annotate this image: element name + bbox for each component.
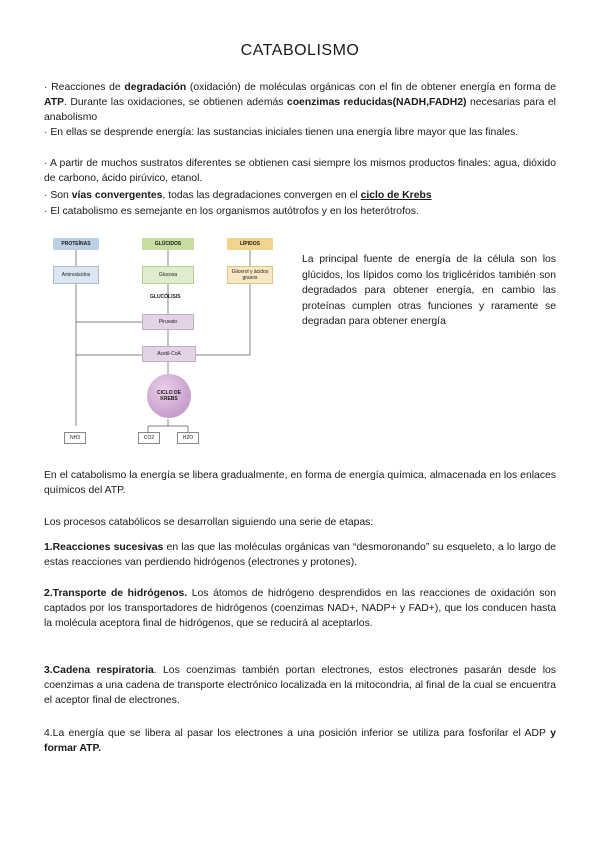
step-2 (44, 586, 556, 631)
box-acetil-coa: Acetil-CoA (142, 346, 196, 362)
bullet-1-text-b: (oxidación) de moléculas orgánicas con el fin de obtener energía en forma de (186, 82, 556, 93)
bullet-1 (44, 80, 556, 125)
bullet-1-text-d: necesarias para el anabolismo (44, 97, 556, 123)
step-4 (44, 726, 556, 756)
bullet-1-text-a: · Reacciones de (44, 82, 125, 93)
bullet-4-bold-a: vías convergentes (71, 190, 163, 201)
header-glucidos: GLÚCIDOS (142, 238, 194, 250)
bullet-2: · En ellas se desprende energía: las sustancias iniciales tienen una energía libre mayor que las finales. (44, 127, 519, 138)
bullet-1-bold-c: coenzimas reducidas(NADH,FADH2) (286, 97, 467, 108)
bullet-4 (44, 188, 556, 203)
krebs-cycle-label: CICLO DE KREBS (157, 390, 181, 402)
step-1-title: 1.Reacciones sucesivas (44, 542, 164, 553)
box-glucosa: Glucosa (142, 266, 194, 284)
step-3 (44, 663, 556, 708)
krebs-link: ciclo de Krebs (360, 190, 432, 201)
bullet-4-text-a: · Son (44, 190, 72, 201)
paragraph-procesos: Los procesos catabólicos se desarrollan siguiendo una serie de etapas: (44, 517, 374, 528)
side-paragraph: La principal fuente de energía de la célula son los glúcidos, los lípidos como los triglicéridos también son degradados para obtener energía, en cambio las proteínas cumplen otras funciones y raramente se degradan para obtener energía (302, 254, 556, 327)
catabolism-diagram (50, 234, 270, 449)
page-title: CATABOLISMO (240, 42, 360, 59)
step-2-text: Los átomos de hidrógeno desprendidos en las reacciones de oxidación son captados por los transportadores de hidrógenos (coenzimas NAD+, NADP+ y FAD+), que los conducen hasta la molécula aceptora final de hidrógenos, que se reducirá al aceptarlos. (44, 588, 556, 629)
box-piruvato: Piruvato (142, 314, 194, 330)
paragraph-energia: En el catabolismo la energía se libera gradualmente, en forma de energía química, almacenada en los enlaces químicos del ATP. (44, 470, 556, 496)
bullet-5: · El catabolismo es semejante en los organismos autótrofos y en los heterótrofos. (44, 206, 419, 217)
step-4-title: y formar ATP. (44, 728, 556, 754)
output-h2o: H2O (177, 432, 199, 444)
krebs-cycle-circle (147, 374, 191, 418)
output-nh3: NH3 (64, 432, 86, 444)
bullet-4-text-b: , todas las degradaciones convergen en el (162, 190, 361, 201)
box-glicerol: Glicerol y ácidos grasos (227, 266, 273, 284)
bullet-1-text-c: . Durante las oxidaciones, se obtienen además (64, 97, 287, 108)
output-co2: CO2 (138, 432, 160, 444)
header-proteinas: PROTEÍNAS (53, 238, 99, 250)
step-4-text: 4.La energía que se libera al pasar los electrones a una posición inferior se utiliza para fosforilar el ADP (44, 728, 546, 739)
step-2-title: 2.Transporte de hidrógenos. (44, 588, 188, 599)
bullet-1-bold-a: degradación (124, 82, 187, 93)
step-3-title: 3.Cadena respiratoria (44, 665, 154, 676)
bullet-3: · A partir de muchos sustratos diferentes se obtienen casi siempre los mismos productos finales: agua, dióxido de carbono, ácido pirúvico, etanol. (44, 158, 556, 184)
step-3-text: . Los coenzimas también portan electrones, estos electrones pasarán desde los coenzimas a una cadena de transporte electrónico localizada en la mitocondria, al final de la cual se encuentra el aceptor final de electrones. (44, 665, 556, 706)
step-1 (44, 540, 556, 570)
box-aminoacidos: Aminoácidos (53, 266, 99, 284)
step-1-text: en las que las moléculas orgánicas van “desmoronando” su esqueleto, a lo largo de estas reacciones van perdiendo hidrógenos (electrones y protones). (44, 542, 557, 568)
header-lipidos: LÍPIDOS (227, 238, 273, 250)
bullet-1-bold-b: ATP (44, 97, 65, 108)
glucolisis-label: GLUCÓLISIS (150, 294, 181, 300)
